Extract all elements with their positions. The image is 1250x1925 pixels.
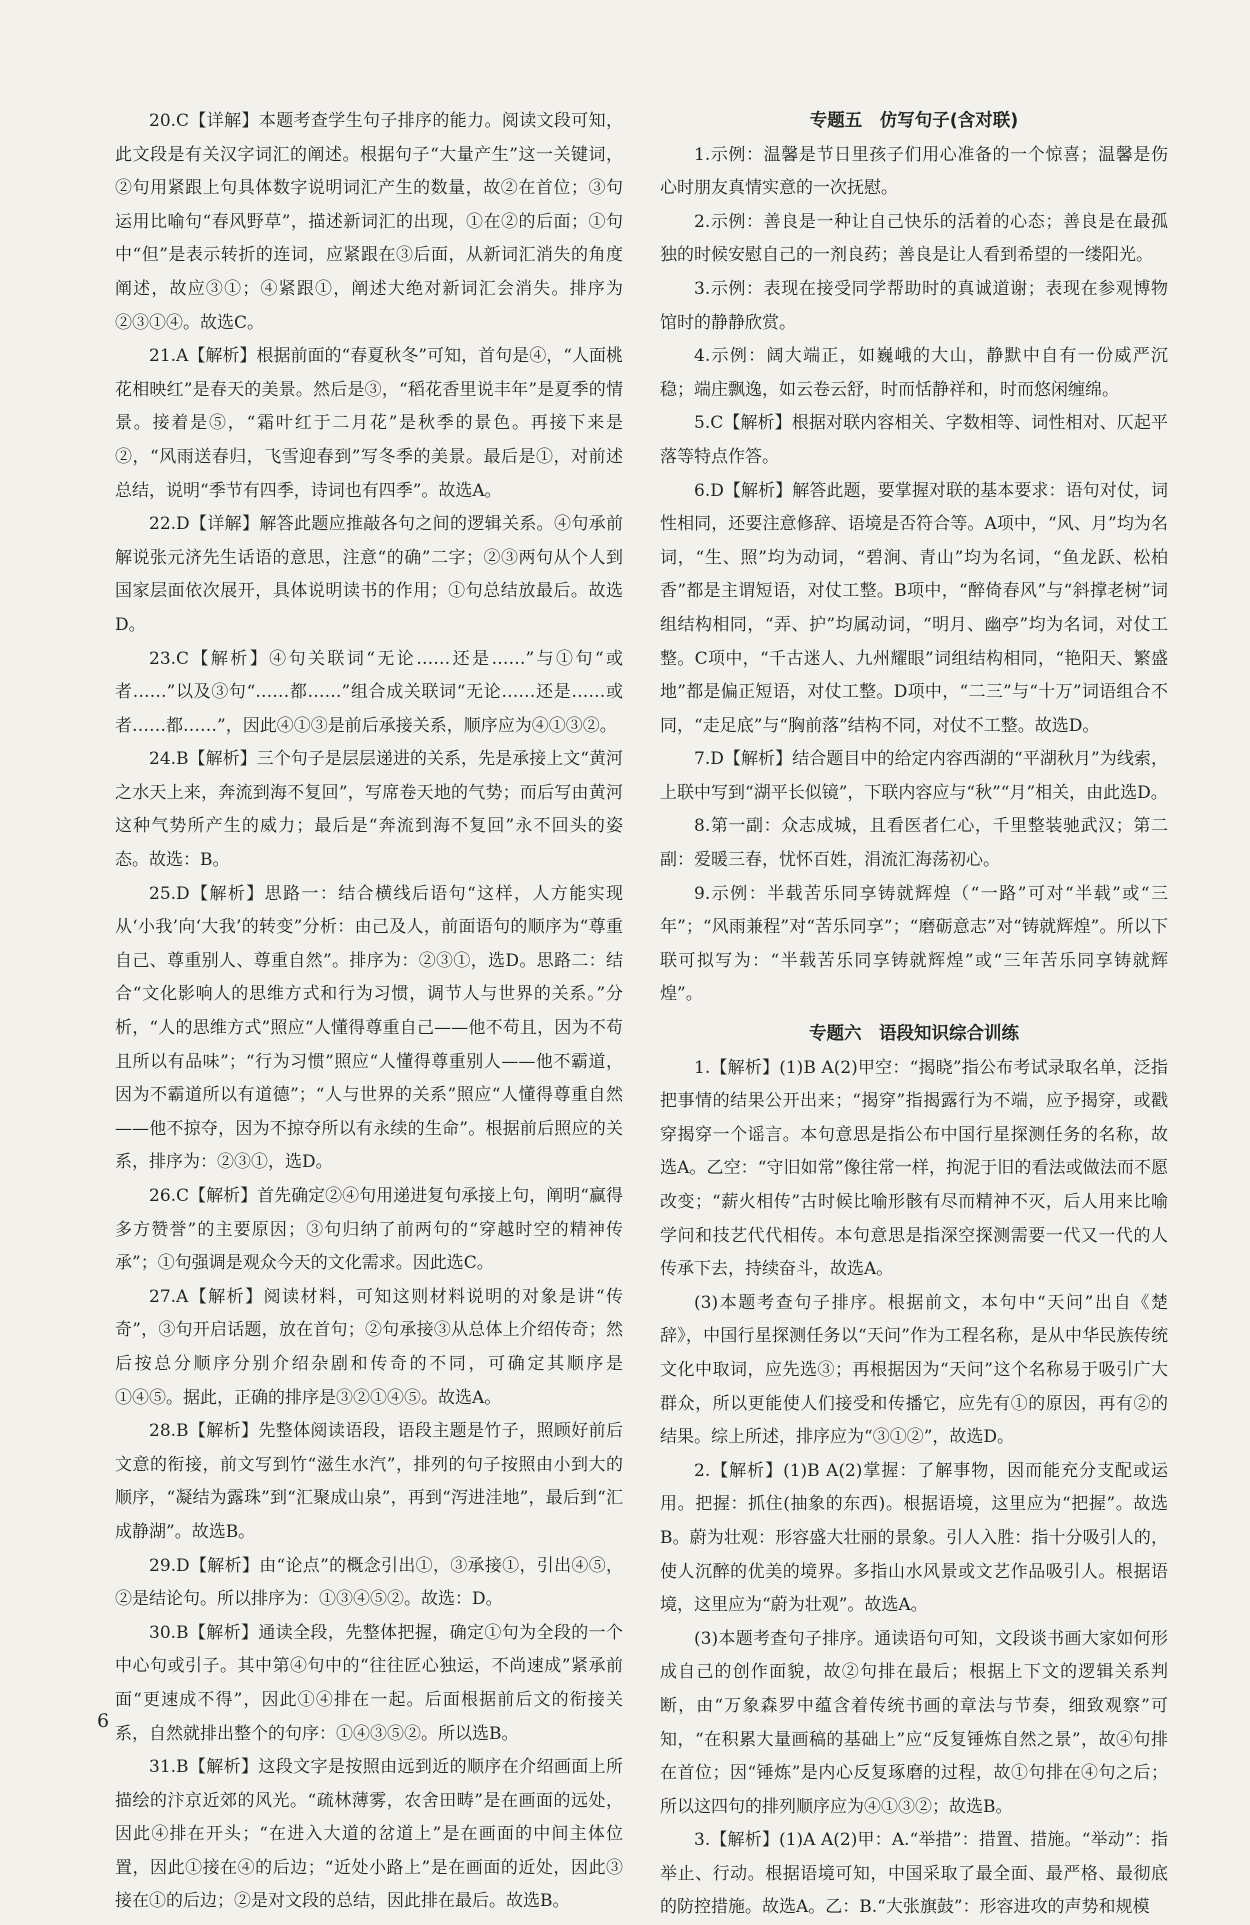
right-column bbox=[660, 105, 1168, 1925]
answer-27: 27.A【解析】阅读材料，可知这则材料说明的对象是讲“传奇”，③句开启话题，放在首句；②句承接③从总体上介绍传奇；然后按总分顺序分别介绍杂剧和传奇的不同，可确定其顺序是①④⑤。据此，正确的排序是③②①④⑤。故选A。 bbox=[115, 1286, 623, 1408]
section-5-answer-3: 3.示例：表现在接受同学帮助时的真诚道谢；表现在参观博物馆时的静静欣赏。 bbox=[660, 278, 1168, 333]
answer-21: 21.A【解析】根据前面的“春夏秋冬”可知，首句是④，“人面桃花相映红”是春天的美景。然后是③，“稻花香里说丰年”是夏季的情景。接着是⑤，“霜叶红于二月花”是秋季的景色。再接下来是②，“风雨送春归，飞雪迎春到”写冬季的美景。最后是①，对前述总结，说明“季节有四季，诗词也有四季”。故选A。 bbox=[115, 346, 623, 501]
section-6-answer-3: 3.【解析】(1)A A(2)甲：A.“举措”：措置、措施。“举动”：指举止、行动。根据语境可知，中国采取了最全面、最严格、最彻底的防控措施。故选A。乙：B.“大张旗鼓”：形容进攻的声势和规模 bbox=[660, 1830, 1168, 1918]
answer-20: 20.C【详解】本题考查学生句子排序的能力。阅读文段可知，此文段是有关汉字词汇的阐述。根据句子“大量产生”这一关键词，②句用紧跟上句具体数字说明词汇产生的数量，故②在首位；③句运用比喻句“春风野草”，描述新词汇的出现，①在②的后面；①句中“但”是表示转折的连词，应紧跟在③后面，从新词汇消失的角度阐述，故应③①；④紧跟①，阐述大绝对新词汇会消失。排序为②③①④。故选C。 bbox=[115, 111, 623, 333]
section-6-answer-1: 1.【解析】(1)B A(2)甲空：“揭晓”指公布考试录取名单，泛指把事情的结果公开出来；“揭穿”指揭露行为不端，应予揭穿，或戳穿揭穿一个谣言。本句意思是指公布中国行星探测任务的名称，故选A。乙空：“守旧如常”像往常一样，拘泥于旧的看法或做法而不愿改变；“薪火相传”古时候比喻形骸有尽而精神不灭，后人用来比喻学问和技艺代代相传。本句意思是指深空探测需要一代又一代的人传承下去，持续奋斗，故选A。 bbox=[660, 1057, 1168, 1280]
section-6-answer-2-3: (3)本题考查句子排序。通读语句可知，文段谈书画大家如何形成自己的创作面貌，故②句排在最后；根据上下文的逻辑关系判断，由“万象森罗中蕴含着传统书画的章法与节奏，细致观察”可知，“在积累大量画稿的基础上”应“反复锤炼自然之景”，故④句排在首位；因“锤炼”是内心反复琢磨的过程，故①句排在④句之后；所以这四句的排列顺序应为④①③②；故选B。 bbox=[660, 1628, 1168, 1817]
section-5-answer-6: 6.D【解析】解答此题，要掌握对联的基本要求：语句对仗，词性相同，还要注意修辞、语境是否符合等。A项中，“风、月”均为名词，“生、照”均为动词，“碧涧、青山”均为名词，“鱼龙跃、松柏香”都是主谓短语，对仗工整。B项中，“醉倚春风”与“斜撑老树”词组结构相同，“弄、护”均属动词，“明月、幽亭”均为名词，对仗工整。C项中，“千古迷人、九州耀眼”词组结构相同，“艳阳天、繁盛地”都是偏正短语，对仗工整。D项中，“二三”与“十万”词语组合不同，“走足底”与“胸前落”结构不同，对仗不工整。故选D。 bbox=[660, 480, 1168, 736]
answer-29: 29.D【解析】由“论点”的概念引出①，③承接①，引出④⑤，②是结论句。所以排序为：①③④⑤②。故选：D。 bbox=[115, 1555, 623, 1610]
answer-28: 28.B【解析】先整体阅读语段，语段主题是竹子，照顾好前后文意的衔接，前文写到竹“滋生水汽”，排列的句子按照由小到大的顺序，“凝结为露珠”到“汇聚成山泉”，再到“泻进洼地”，最后到“汇成静湖”。故选B。 bbox=[115, 1421, 623, 1542]
section-5-answer-7: 7.D【解析】结合题目中的给定内容西湖的“平湖秋月”为线索，上联中写到“湖平长似镜”，下联内容应与“秋”“月”相关，由此选D。 bbox=[660, 749, 1168, 803]
answer-30: 30.B【解析】通读全段，先整体把握，确定①句为全段的一个中心句或引子。其中第④句中的“往往匠心独运，不尚速成”紧承前面“更速成不得”，因此①④排在一起。后面根据前后文的衔接关系，自然就排出整个的句序：①④③⑤②。所以选B。 bbox=[115, 1622, 623, 1744]
answer-24: 24.B【解析】三个句子是层层递进的关系，先是承接上文“黄河之水天上来，奔流到海不复回”，写席卷天地的气势；而后写由黄河这种气势所产生的威力；最后是“奔流到海不复回”永不回头的姿态。故选：B。 bbox=[115, 749, 623, 871]
section-6-title: 专题六 语段知识综合训练 bbox=[809, 1024, 1019, 1045]
answer-23: 23.C【解析】④句关联词“无论……还是……”与①句“或者……”以及③句“……都……”组合成关联词“无论……还是……或者……都……”，因此④①③是前后承接关系，顺序应为④①③②。 bbox=[115, 648, 623, 736]
answer-22: 22.D【详解】解答此题应推敲各句之间的逻辑关系。④句承前解说张元济先生话语的意思，注意“的确”二字；②③两句从个人到国家层面依次展开，具体说明读书的作用；①句总结放最后。故选D。 bbox=[115, 514, 623, 635]
section-5-answer-1: 1.示例：温馨是节日里孩子们用心准备的一个惊喜；温馨是伤心时朋友真情实意的一次抚慰。 bbox=[660, 144, 1168, 199]
left-column bbox=[115, 105, 623, 1919]
section-5-answer-9: 9.示例：半载苦乐同享铸就辉煌（“一路”可对“半载”或“三年”；“风雨兼程”对“苦乐同享”；“磨砺意志”对“铸就辉煌”。所以下联可拟写为：“半载苦乐同享铸就辉煌”或“三年苦乐同享铸就辉煌”。 bbox=[660, 883, 1168, 1005]
answer-25: 25.D【解析】思路一：结合横线后语句“这样，人方能实现从‘小我’向‘大我’的转变”分析：由己及人，前面语句的顺序为“尊重自己、尊重别人、尊重自然”。排序为：②③①，选D。思路二：结合“文化影响人的思维方式和行为习惯，调节人与世界的关系。”分析，“人的思维方式”照应“人懂得尊重自己——他不苟且，因为不苟且所以有品味”；“行为习惯”照应“人懂得尊重别人——他不霸道，因为不霸道所以有道德”；“人与世界的关系”照应“人懂得尊重自然——他不掠夺，因为不掠夺所以有永续的生命”。根据前后照应的关系，排序为：②③①，选D。 bbox=[115, 883, 623, 1173]
section-6-answer-2: 2.【解析】(1)B A(2)掌握：了解事物，因而能充分支配或运用。把握：抓住(抽象的东西)。根据语境，这里应为“把握”。故选B。蔚为壮观：形容盛大壮丽的景象。引人入胜：指十分吸引人的，使人沉醉的优美的境界。多指山水风景或文艺作品吸引人。根据语境，这里应为“蔚为壮观”。故选A。 bbox=[660, 1460, 1168, 1616]
answer-26: 26.C【解析】首先确定②④句用递进复句承接上句，阐明“赢得多方赞誉”的主要原因；③句归纳了前两句的“穿越时空的精神传承”；①句强调是观众今天的文化需求。因此选C。 bbox=[115, 1186, 623, 1274]
page-number: 6 bbox=[97, 1710, 110, 1732]
section-6-answer-1-3: (3)本题考查句子排序。根据前文，本句中“天问”出自《楚辞》，中国行星探测任务以“天问”作为工程名称，是从中华民族传统文化中取词，应先选③；再根据因为“天问”这个名称易于吸引广大群众，所以更能使人们接受和传播它，应先有①的原因，再有②的结果。综上所述，排序应为“③①②”，故选D。 bbox=[660, 1292, 1168, 1448]
section-5-answer-8: 8.第一副：众志成城，且看医者仁心，千里整装驰武汉；第二副：爱暖三春，忧怀百姓，涓流汇海荡初心。 bbox=[660, 816, 1168, 871]
answer-31: 31.B【解析】这段文字是按照由远到近的顺序在介绍画面上所描绘的汴京近郊的风光。“疏林薄雾，农舍田畴”是在画面的远处，因此④排在开头；“在进入大道的岔道上”是在画面的中间主体位置，因此①接在④的后边；“近处小路上”是在画面的近处，因此③接在①的后边；②是对文段的总结，因此排在最后。故选B。 bbox=[115, 1757, 623, 1912]
section-5-answer-5: 5.C【解析】根据对联内容相关、字数相等、词性相对、仄起平落等特点作答。 bbox=[660, 413, 1168, 467]
section-5-answer-4: 4.示例：阔大端正，如巍峨的大山，静默中自有一份威严沉稳；端庄飘逸，如云卷云舒，时而恬静祥和，时而悠闲缠绵。 bbox=[660, 346, 1168, 400]
section-5-title: 专题五 仿写句子(含对联) bbox=[809, 111, 1019, 131]
section-5-answer-2: 2.示例：善良是一种让自己快乐的活着的心态；善良是在最孤独的时候安慰自己的一剂良药；善良是让人看到希望的一缕阳光。 bbox=[660, 211, 1168, 266]
